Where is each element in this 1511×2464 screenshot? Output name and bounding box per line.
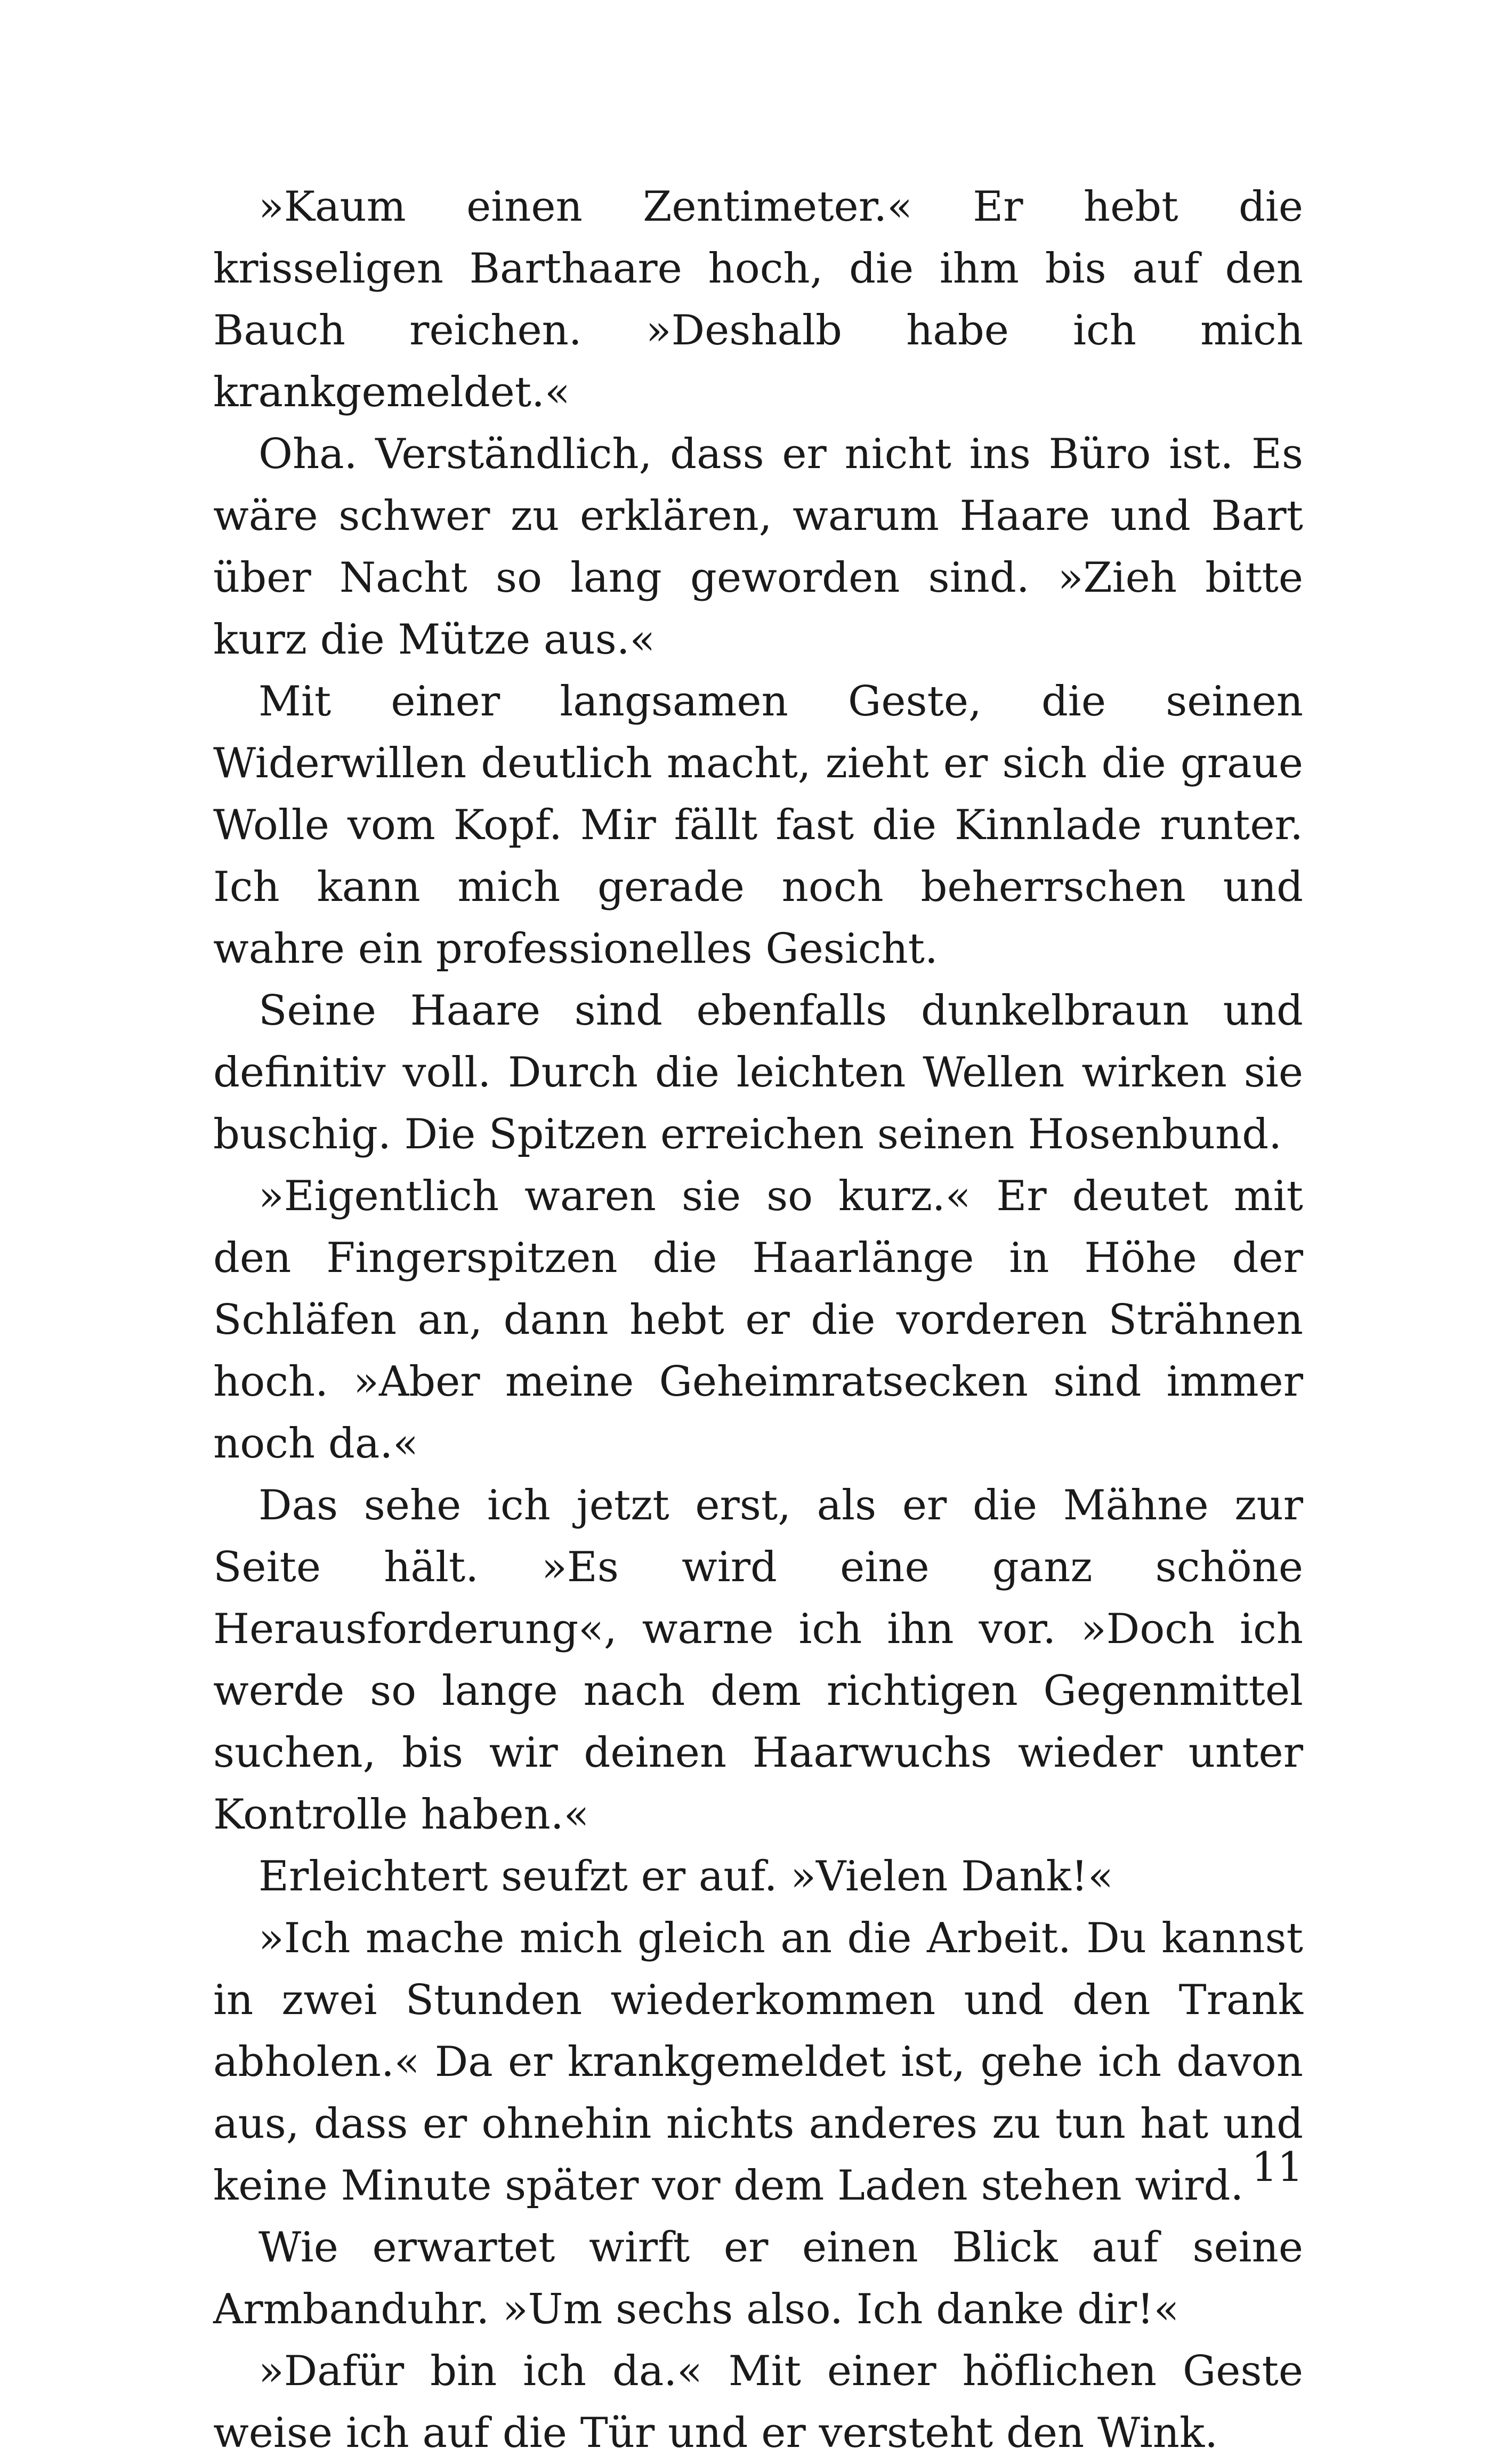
paragraph: Mit einer langsamen Geste, die seinen Widerwillen deutlich macht, zieht er sich die graue Wolle vom Kopf. Mir fällt fast die Kinnlade runter. Ich kann mich gerade noch beherrschen und wahre ein professionelles Gesicht. [213,678,1303,973]
body-text [213,176,1303,2464]
paragraph: »Dafür bin ich da.« Mit einer höflichen Geste weise ich auf die Tür und er versteht den Wink. [213,2347,1303,2457]
paragraph: Erleichtert seufzt er auf. »Vielen Dank!« [258,1853,1113,1901]
paragraph: »Eigentlich waren sie so kurz.« Er deutet mit den Fingerspitzen die Haarlänge in Höhe der Schläfen an, dann hebt er die vorderen Strähnen hoch. »Aber meine Geheimratsecken sind immer noch da.« [213,1172,1303,1468]
paragraph: Oha. Verständlich, dass er nicht ins Büro ist. Es wäre schwer zu erklären, warum Haare und Bart über Nacht so lang geworden sind. »Zieh bitte kurz die Mütze aus.« [213,430,1303,664]
paragraph: Das sehe ich jetzt erst, als er die Mähne zur Seite hält. »Es wird eine ganz schöne Herausforderung«, warne ich ihn vor. »Doch ich werde so lange nach dem richtigen Gegenmittel suchen, bis wir deinen Haarwuchs wieder unter Kontrolle haben.« [213,1481,1303,1839]
page-number: 11 [1251,2143,1303,2191]
paragraph: »Ich mache mich gleich an die Arbeit. Du kannst in zwei Stunden wiederkommen und den Trank abholen.« Da er krankgemeldet ist, gehe ich davon aus, dass er ohnehin nichts anderes zu tun hat und keine Minute später vor dem Laden stehen wird. [213,1914,1303,2210]
paragraph: Seine Haare sind ebenfalls dunkelbraun und definitiv voll. Durch die leichten Wellen wirken sie buschig. Die Spitzen erreichen seinen Hosenbund. [213,987,1303,1158]
paragraph: Wie erwartet wirft er einen Blick auf seine Armbanduhr. »Um sechs also. Ich danke dir!« [213,2224,1303,2333]
paragraph: »Kaum einen Zentimeter.« Er hebt die krisseligen Barthaare hoch, die ihm bis auf den Bauch reichen. »Deshalb habe ich mich krankgemeldet.« [213,183,1303,416]
